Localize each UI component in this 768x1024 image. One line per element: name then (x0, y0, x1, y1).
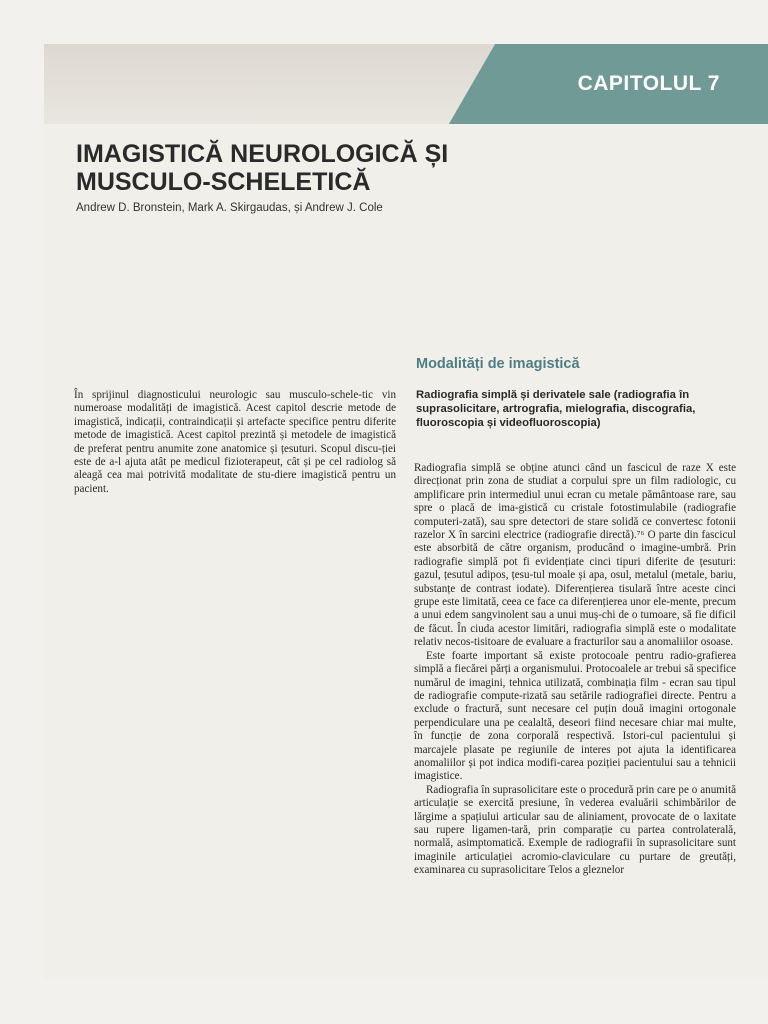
book-page (44, 44, 768, 980)
paragraph: În sprijinul diagnosticului neurologic sau musculo-schele-tic vin numeroase modalități de imagistică. Acest capitol descrie metode de imagistică, indicații, contraindicații și artefacte specifice pentru diferite metode de imagistică. Acest capitol prezintă și metodele de imagistică de preferat pentru anumite zone anatomice și țesuturi. Scopul discu-ției este de a-l ajuta atât pe medicul fizioterapeut, cât și pe cel radiolog să aleagă cea mai potrivită modalitate de stu-diere imagistică pentru un pacient. (74, 389, 396, 495)
paragraph: Este foarte important să existe protocoale pentru radio-grafierea simplă a fiecărei părți a organismului. Protocoalele ar trebui să specifice numărul de imagini, tehnica utilizată, combinația film - ecran sau tipul de radiografie compute-rizată sau setările radiografiei directe. Pentru a exclude o fractură, sunt necesare cel puțin două imagini ortogonale perpendiculare una pe cealaltă, deseori fiind necesare chiar mai multe, în funcție de zona corporală respectivă. Istori-cul pacientului și marcajele plasate pe regiunile de interes pot ajuta la identificarea anomaliilor și pot indica modifi-carea poziției pacientului sau a tehnicii imagistice. (414, 649, 736, 783)
authors: Andrew D. Bronstein, Mark A. Skirgaudas, și Andrew J. Cole (76, 202, 383, 214)
left-column (74, 389, 396, 496)
sub-heading: Radiografia simplă și derivatele sale (radiografia în suprasolicitare, artrografia, mielografia, discografia, fluoroscopia și videofluoroscopia) (416, 389, 696, 429)
section-heading: Modalități de imagistică (416, 356, 580, 372)
chapter-label: CAPITOLUL 7 (577, 72, 720, 95)
paragraph: Radiografia simplă se obține atunci când un fascicul de raze X este direcționat prin zona de studiat a corpului spre un film radiologic, cu amplificare prin intermediul unui ecran cu metale pământoase rare, sau spre o placă de ima-gistică cu cristale fotostimulabile (radiografie computeri-zată), sau spre detectori de stare solidă ce convertesc fotonii razelor X în sarcini electrice (radiografie directă).⁷⁶ O parte din fascicul este absorbită de către organism, producând o imagine-umbră. Prin radiografie simplă pot fi evidențiate cinci tipuri diferite de țesuturi: gazul, țesutul adipos, țesu-tul moale și apa, osul, metalul (metale, bariu, substanțe de contrast iodate). Diferențierea tisulară între aceste cinci grupe este limitată, ceea ce face ca diferențierea unor ele-mente, precum a unui edem sangvinolent sau a unui muș-chi de o tumoare, să fie dificil de făcut. În ciuda acestor limitări, radiografia simplă este o modalitate relativ necos-tisitoare de evaluare a fracturilor sau a anomaliilor osoase. (414, 462, 736, 649)
right-column (414, 462, 736, 878)
paragraph: Radiografia în suprasolicitare este o procedură prin care pe o anumită articulație se exercită presiune, în vederea evaluării schimbărilor de lărgime a spațiului articular sau de aliniament, provocate de o laxitate sau rupere ligamen-tară, prin comparație cu partea controlaterală, normală, asimptomatică. Exemple de radiografii în suprasolicitare sunt imaginile articulației acromio-claviculare cu purtare de greutăți, examinarea cu suprasolicitare Telos a gleznelor (414, 783, 736, 877)
chapter-title-line1: IMAGISTICĂ NEUROLOGICĂ ȘI (76, 140, 449, 168)
chapter-title-line2: MUSCULO-SCHELETICĂ (76, 168, 371, 196)
chapter-title (76, 140, 616, 196)
